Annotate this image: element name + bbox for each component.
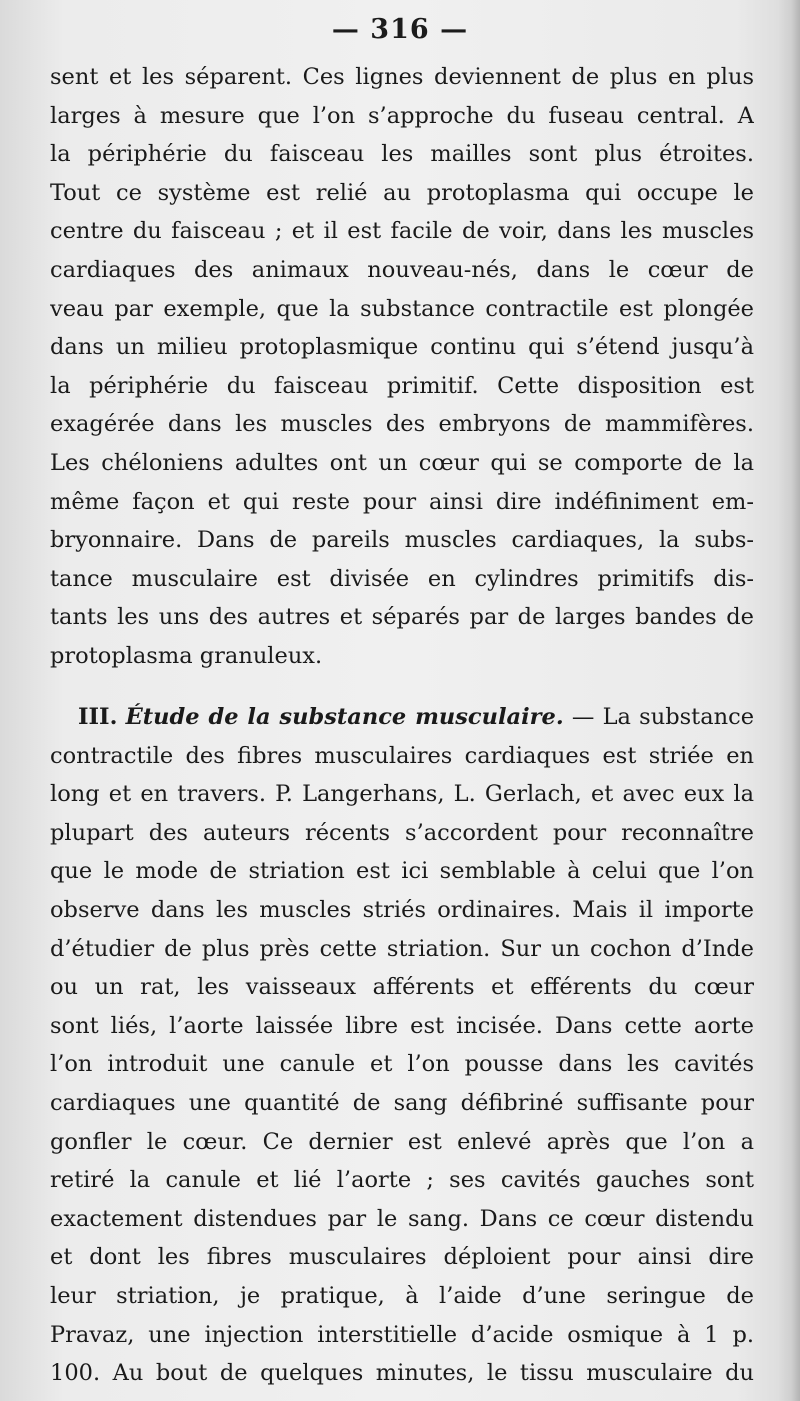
- text-line: larges à mesure que l’on s’approche du fuseau central. A: [50, 102, 754, 129]
- text-line: long et en travers. P. Langerhans, L. Gerlach, et avec eux la: [50, 781, 754, 808]
- text-line: contractile des fibres musculaires cardiaques est striée en: [50, 742, 754, 769]
- text-line: exactement distendues par le sang. Dans ce cœur distendu: [50, 1205, 754, 1232]
- text-line: sont liés, l’aorte laissée libre est incisée. Dans cette aorte: [50, 1012, 754, 1039]
- text-line: veau par exemple, que la substance contractile est plongée: [50, 295, 754, 322]
- text-line: même façon et qui reste pour ainsi dire indéfiniment em-: [50, 488, 754, 515]
- text-line: gonfler le cœur. Ce dernier est enlevé après que l’on a: [50, 1128, 754, 1155]
- text-line: la périphérie du faisceau les mailles sont plus étroites.: [50, 141, 754, 168]
- text-line: bryonnaire. Dans de pareils muscles cardiaques, la subs-: [50, 527, 754, 554]
- text-line: centre du faisceau ; et il est facile de voir, dans les muscles: [50, 218, 754, 245]
- text-line: plupart des auteurs récents s’accordent pour reconnaître: [50, 819, 754, 846]
- text-line: 100. Au bout de quelques minutes, le tissu musculaire du: [50, 1360, 754, 1387]
- scan-shadow-edge: [778, 0, 800, 1401]
- text-line: exagérée dans les muscles des embryons de mammifères.: [50, 411, 754, 438]
- text-line: l’on introduit une canule et l’on pousse dans les cavités: [50, 1051, 754, 1078]
- text-line: et dont les fibres musculaires déploient pour ainsi dire: [50, 1244, 754, 1271]
- text-line: tance musculaire est divisée en cylindres primitifs dis-: [50, 565, 754, 592]
- section-heading: [50, 698, 754, 737]
- paragraph-continued: [50, 58, 754, 676]
- text-line: dans un milieu protoplasmique continu qui s’étend jusqu’à: [50, 334, 754, 361]
- text-line: d’étudier de plus près cette striation. Sur un cochon d’Inde: [50, 935, 754, 962]
- text-line: ou un rat, les vaisseaux afférents et efférents du cœur: [50, 974, 754, 1001]
- section-lead-text: — La substance: [571, 704, 754, 730]
- text-line: retiré la canule et lié l’aorte ; ses cavités gauches sont: [50, 1167, 754, 1194]
- text-line: Pravaz, une injection interstitielle d’acide osmique à 1 p.: [50, 1321, 754, 1348]
- text-line: tants les uns des autres et séparés par de larges bandes de: [50, 604, 754, 631]
- text-line: Tout ce système est relié au protoplasma qui occupe le: [50, 179, 754, 206]
- text-line: cardiaques des animaux nouveau-nés, dans le cœur de: [50, 256, 754, 283]
- text-line: sent et les séparent. Ces lignes deviennent de plus en plus: [50, 64, 754, 90]
- text-line: observe dans les muscles striés ordinaires. Mais il importe: [50, 896, 754, 923]
- text-line: cardiaques une quantité de sang défibriné suffisante pour: [50, 1089, 754, 1116]
- section-title: Étude de la substance musculaire.: [125, 704, 564, 730]
- text-line: la périphérie du faisceau primitif. Cette disposition est: [50, 372, 754, 399]
- section-three-paragraph: [50, 698, 754, 1393]
- text-line: que le mode de striation est ici semblable à celui que l’on: [50, 858, 754, 885]
- text-line: protoplasma granuleux.: [50, 642, 323, 669]
- text-line: leur striation, je pratique, à l’aide d’une seringue de: [50, 1282, 754, 1309]
- section-number: III.: [78, 704, 118, 730]
- page-number: — 316 —: [331, 14, 469, 45]
- text-line: Les chéloniens adultes ont un cœur qui se comporte de la: [50, 449, 754, 476]
